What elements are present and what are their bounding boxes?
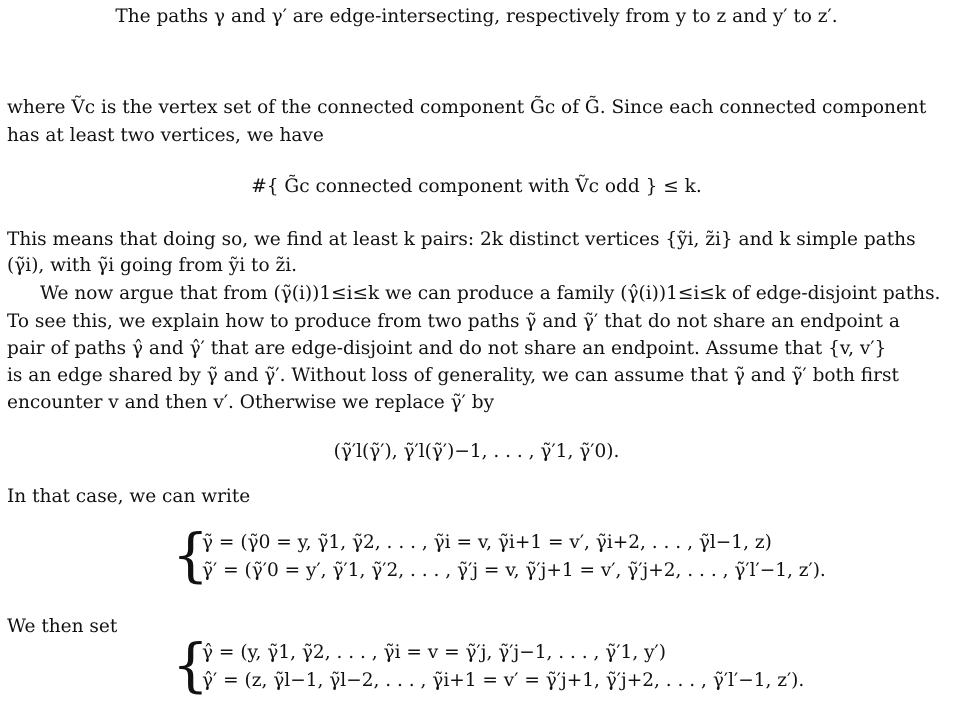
left-brace: { [172,631,209,699]
system-row: γ̂′ = (z, γ̃l−1, γ̃l−2, . . . , γ̃i+1 = v′ = γ̃′j+1, γ̃′j+2, . . . , γ̃′l′−1, z′). [202,670,805,691]
system-row: γ̃ = (γ̃0 = y, γ̃1, γ̃2, . . . , γ̃i = v, γ̃i+1 = v′, γ̃i+2, . . . , γ̃l−1, z) [202,532,772,553]
paragraph-line: pair of paths γ̂ and γ̂′ that are edge-disjoint and do not share an endpoint. Assume that {v, v′} [7,338,887,359]
paragraph-line: where Ṽc is the vertex set of the connected component G̃c of G̃. Since each connected component [7,97,927,118]
figure-caption: The paths γ and γ′ are edge-intersecting, respectively from y to z and y′ to z′. [115,6,838,27]
paragraph-line: We then set [7,616,118,637]
paragraph-line: We now argue that from (γ̃(i))1≤i≤k we can produce a family (γ̂(i))1≤i≤k of edge-disjoint paths. [40,283,941,304]
system-row: γ̂ = (y, γ̃1, γ̃2, . . . , γ̃i = v = γ̃′j, γ̃′j−1, . . . , γ̃′1, y′) [202,642,666,663]
left-brace: { [172,521,209,589]
paragraph-line: has at least two vertices, we have [7,125,324,146]
display-equation: (γ̃′l(γ̃′), γ̃′l(γ̃′)−1, . . . , γ̃′1, γ̃′0). [333,441,620,462]
paragraph-line: This means that doing so, we find at least k pairs: 2k distinct vertices {ỹi, z̃i} and k simple paths [7,229,916,250]
paragraph-line: is an edge shared by γ̃ and γ̃′. Without loss of generality, we can assume that γ̃ and γ̃′ both first [7,365,899,386]
paragraph-line: In that case, we can write [7,486,251,507]
system-row: γ̃′ = (γ̃′0 = y′, γ̃′1, γ̃′2, . . . , γ̃′j = v, γ̃′j+1 = v′, γ̃′j+2, . . . , γ̃′l′−1, z′). [202,560,826,581]
paragraph-line: To see this, we explain how to produce from two paths γ̃ and γ̃′ that do not share an endpoint a [7,311,900,332]
paragraph-line: encounter v and then v′. Otherwise we replace γ̃′ by [7,392,495,413]
display-equation: #{ G̃c connected component with Ṽc odd } ≤ k. [251,176,702,197]
paragraph-line: (γ̃i), with γ̃i going from ỹi to z̃i. [7,255,298,276]
